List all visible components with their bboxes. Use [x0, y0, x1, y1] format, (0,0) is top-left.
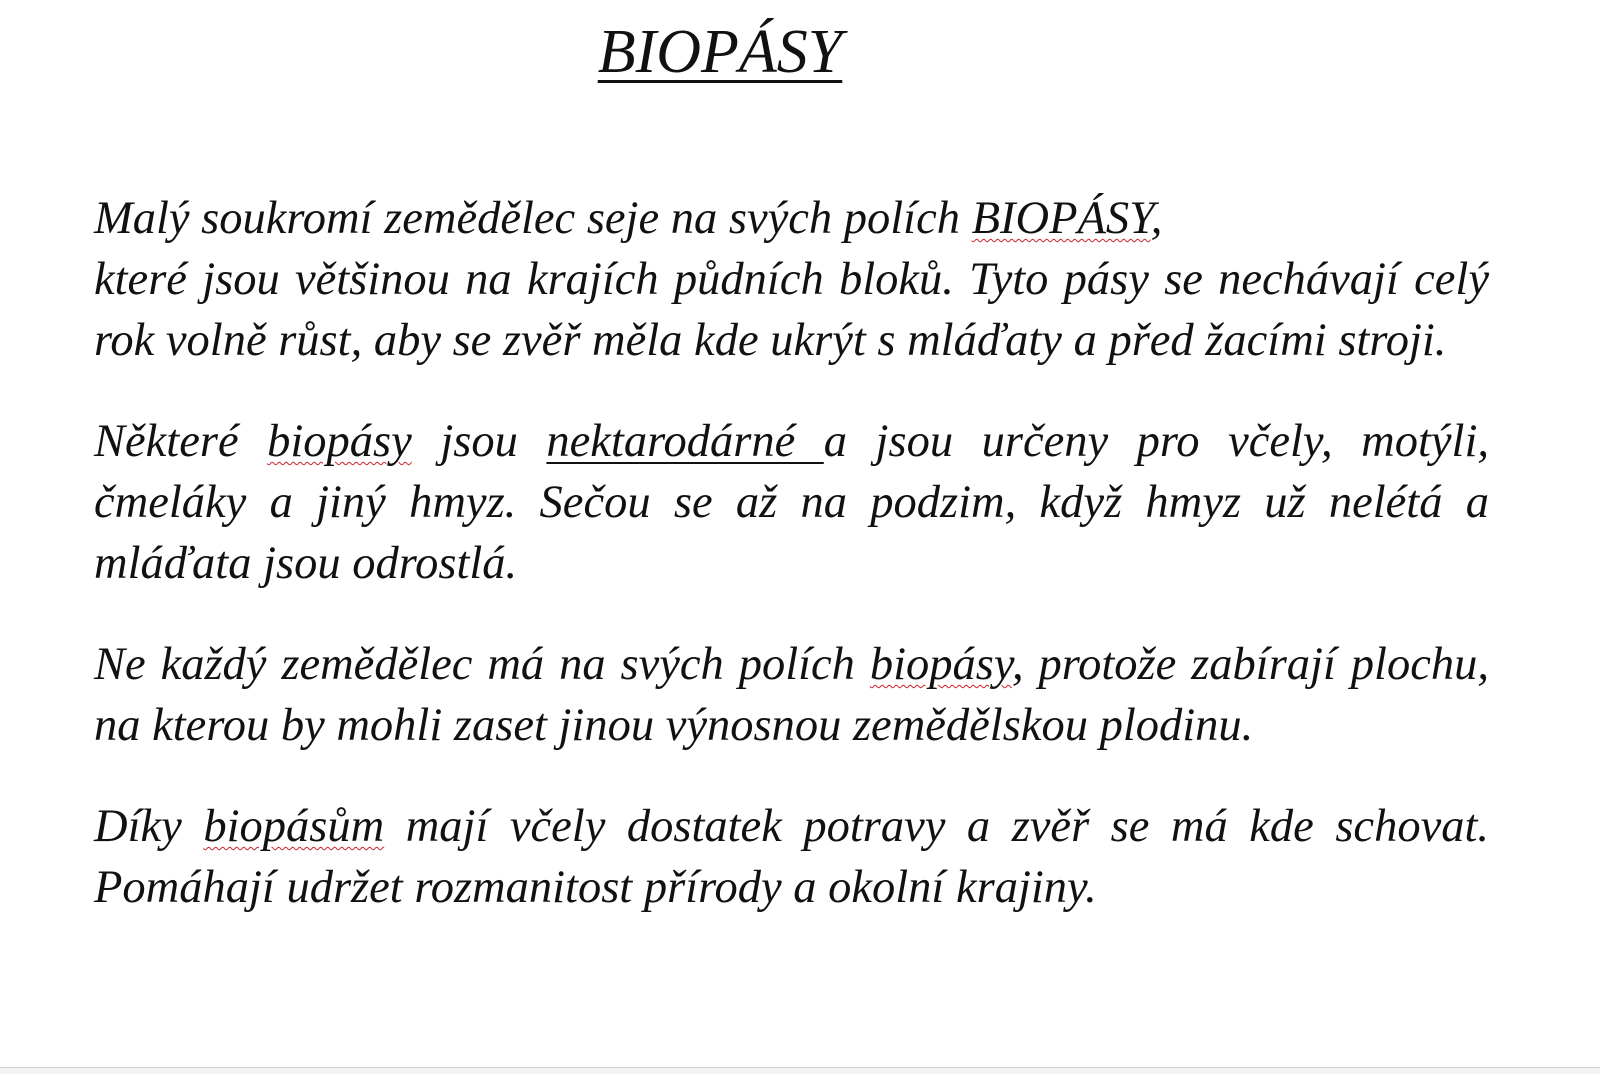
paragraph-2-text: Některé [94, 416, 268, 467]
underlined-word: nektarodárné [546, 416, 824, 467]
document-title: BIOPÁSY [597, 18, 843, 86]
paragraph-1-text: Malý soukromí zemědělec seje na svých polích [94, 193, 972, 244]
paragraph-1 [94, 188, 1489, 371]
paragraph-1-text: , [1150, 193, 1163, 244]
paragraph-4-text: Díky [94, 801, 204, 852]
paragraph-2-text: jsou [411, 416, 547, 467]
paragraph-4 [94, 796, 1489, 918]
paragraph-3-text: , protože zabírají plochu, na kterou by mohli zaset jinou výnosnou zemědělskou plodinu. [94, 639, 1489, 751]
document-body [94, 188, 1489, 918]
paragraph-2-text: a jsou určeny pro včely, motýli, čmeláky a jiný hmyz. Sečou se až na podzim, když hmyz už nelétá a mláďata jsou odrostlá. [94, 416, 1490, 589]
paragraph-1-text: které jsou většinou na krajích půdních bloků. Tyto pásy se nechávají celý rok volně růst, aby se zvěř měla kde ukrýt s mláďaty a před žacími stroji. [94, 254, 1489, 366]
paragraph-3 [94, 634, 1489, 756]
paragraph-3-text: Ne každý zemědělec má na svých polích [94, 639, 870, 690]
spellcheck-word: BIOPÁSY [971, 193, 1151, 244]
spellcheck-word: biopásy [267, 416, 412, 467]
page-bottom-edge [0, 1067, 1600, 1074]
spellcheck-word: biopásům [203, 801, 385, 852]
spellcheck-word: biopásy [869, 639, 1012, 690]
paragraph-4-text: mají včely dostatek potravy a zvěř se má kde schovat. Pomáhají udržet rozmanitost přírody a okolní krajiny. [94, 801, 1490, 913]
paragraph-2 [94, 411, 1489, 594]
